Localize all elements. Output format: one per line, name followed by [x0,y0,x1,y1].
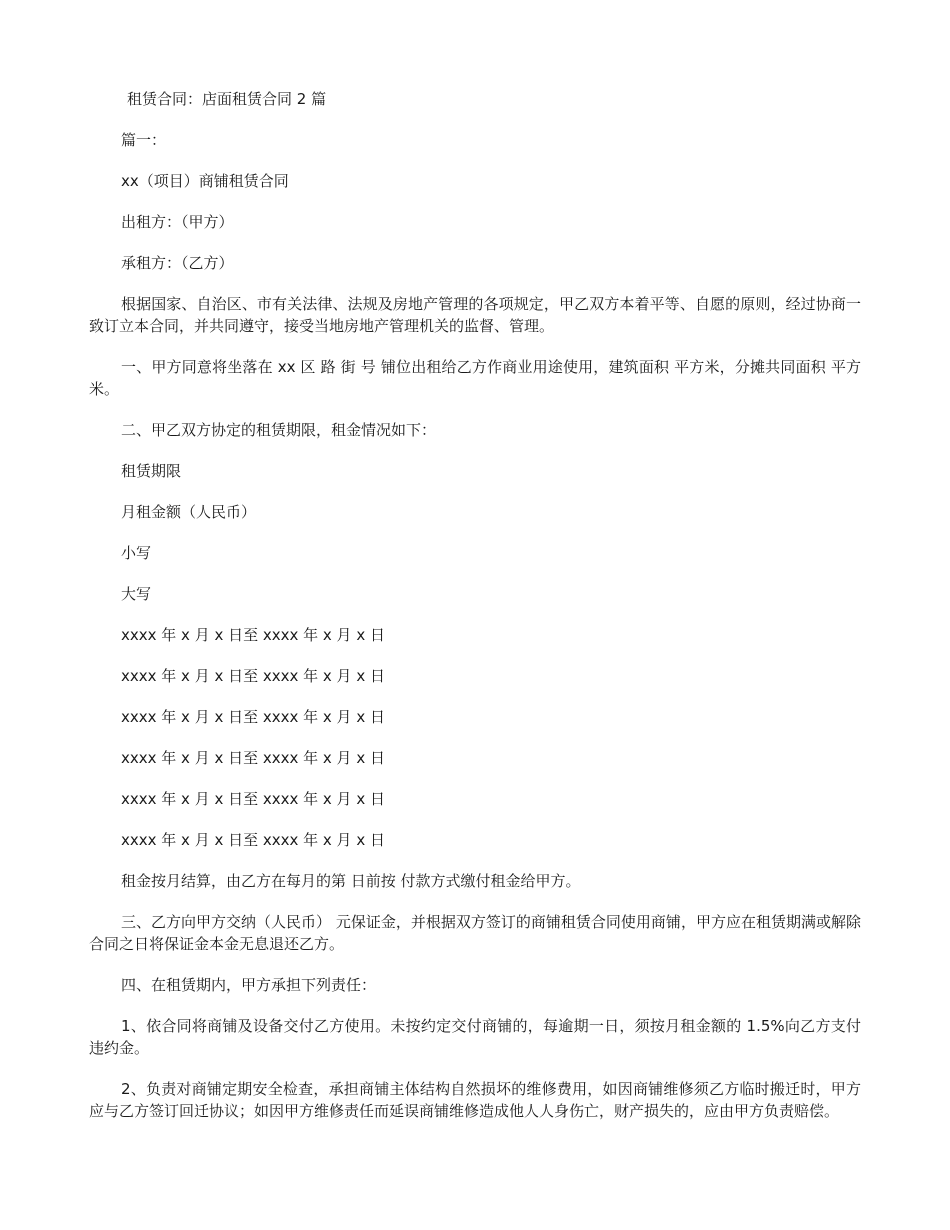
document-body [89,88,861,1122]
clause-4-item-1: 1、依合同将商铺及设备交付乙方使用。未按约定交付商铺的，每逾期一日，须按月租金额的 1.5%向乙方支付违约金。 [89,1017,861,1057]
lease-period-row: xxxx 年 x 月 x 日至 xxxx 年 x 月 x 日 [121,831,385,849]
contract-title: xx（项目）商铺租赁合同 [121,172,289,190]
section-heading: 篇一： [121,131,167,149]
clause-1: 一、甲方同意将坐落在 xx 区 路 街 号 铺位出租给乙方作商业用途使用，建筑面积 平方米，分摊共同面积 平方米。 [89,358,861,398]
lease-period-row: xxxx 年 x 月 x 日至 xxxx 年 x 月 x 日 [121,626,385,644]
lessee-line: 承租方：（乙方） [121,254,234,272]
clause-3: 三、乙方向甲方交纳（人民币） 元保证金，并根据双方签订的商铺租赁合同使用商铺，甲方应在租赁期满或解除合同之日将保证金本金无息退还乙方。 [89,913,861,953]
lease-period-row: xxxx 年 x 月 x 日至 xxxx 年 x 月 x 日 [121,790,385,808]
rent-payment-paragraph: 租金按月结算，由乙方在每月的第 日前按 付款方式缴付租金给甲方。 [121,872,581,890]
clause-4-item-2: 2、负责对商铺定期安全检查，承担商铺主体结构自然损坏的维修费用，如因商铺维修须乙方临时搬迁时，甲方应与乙方签订回迁协议；如因甲方维修责任而延误商铺维修造成他人人身伤亡，财产损失的，应由甲方负责赔偿。 [89,1080,861,1120]
table-header-lease-term: 租赁期限 [121,462,182,480]
clause-2: 二、甲乙双方协定的租赁期限，租金情况如下： [121,421,437,439]
table-header-lowercase: 小写 [121,544,152,562]
lessor-line: 出租方：（甲方） [121,213,234,231]
table-header-uppercase: 大写 [121,585,152,603]
table-header-monthly-rent: 月租金额（人民币） [121,503,257,521]
clause-4: 四、在租赁期内，甲方承担下列责任： [121,976,377,994]
document-title: 租赁合同：店面租赁合同 2 篇 [127,90,327,108]
lease-period-row: xxxx 年 x 月 x 日至 xxxx 年 x 月 x 日 [121,749,385,767]
lease-period-row: xxxx 年 x 月 x 日至 xxxx 年 x 月 x 日 [121,708,385,726]
lease-period-row: xxxx 年 x 月 x 日至 xxxx 年 x 月 x 日 [121,667,385,685]
preamble-paragraph: 根据国家、自治区、市有关法律、法规及房地产管理的各项规定，甲乙双方本着平等、自愿的原则，经过协商一致订立本合同，并共同遵守，接受当地房地产管理机关的监督、管理。 [89,295,861,335]
